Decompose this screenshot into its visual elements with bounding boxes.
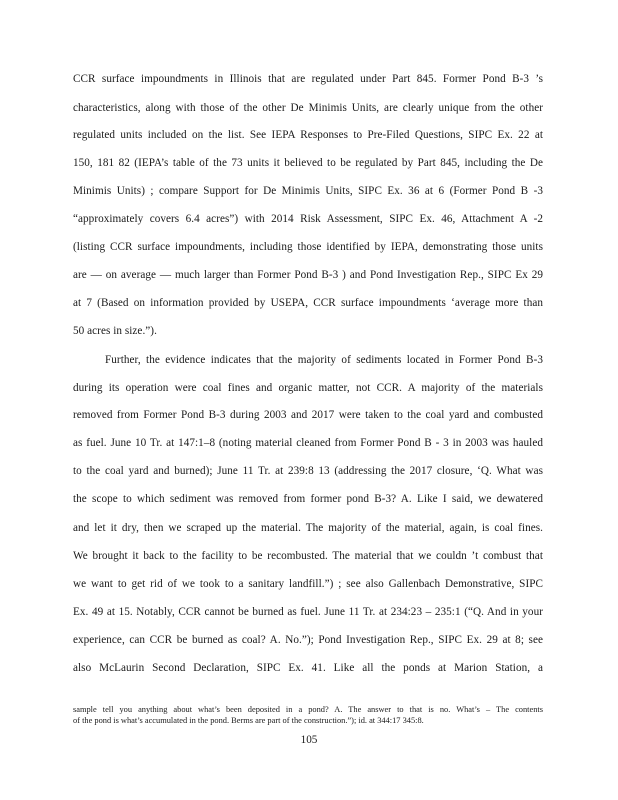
text-line: 50 acres in size.”). xyxy=(73,325,157,337)
page-number: 105 xyxy=(300,734,318,746)
text-line: “approximately covers 6.4 acres”) with 2014 Risk Assessment, SIPC Ex. 46, Attachment A -2 xyxy=(73,213,543,225)
text-line: We brought it back to the facility to be recombusted. The material that we couldn ’t combust that xyxy=(73,550,543,562)
text-line: experience, can CCR be burned as coal? A. No.”); Pond Investigation Rep., SIPC Ex. 29 at 8; see xyxy=(73,634,543,646)
footnote-line: of the pond is what’s accumulated in the pond. Berms are part of the construction.”); id. at 344:17 345:8. xyxy=(73,716,424,725)
text-line: Further, the evidence indicates that the majority of sediments located in Former Pond B-3 xyxy=(105,354,543,366)
text-line: we want to get rid of we took to a sanitary landfill.”) ; see also Gallenbach Demonstrative, SIPC xyxy=(73,578,543,590)
text-line: and let it dry, then we scraped up the material. The majority of the material, again, is coal fines. xyxy=(73,522,543,534)
text-line: during its operation were coal fines and organic matter, not CCR. A majority of the materials xyxy=(73,382,543,394)
text-line: removed from Former Pond B-3 during 2003 and 2017 were taken to the coal yard and combusted xyxy=(73,409,543,421)
footnote-line: sample tell you anything about what’s been deposited in a pond? A. The answer to that is no. What’s – The contents xyxy=(73,705,543,714)
text-line: 150, 181 82 (IEPA’s table of the 73 units it believed to be regulated by Part 845, including the De xyxy=(73,157,543,169)
text-line: the scope to which sediment was removed from former pond B-3? A. Like I said, we dewatered xyxy=(73,493,543,505)
text-line: characteristics, along with those of the other De Minimis Units, are clearly unique from the other xyxy=(73,102,543,114)
text-line: are — on average — much larger than Former Pond B-3 ) and Pond Investigation Rep., SIPC Ex 29 xyxy=(73,269,543,281)
text-line: (listing CCR surface impoundments, including those identified by IEPA, demonstrating those units xyxy=(73,241,543,253)
text-line: also McLaurin Second Declaration, SIPC Ex. 41. Like all the ponds at Marion Station, a xyxy=(73,662,543,674)
text-line: regulated units included on the list. See IEPA Responses to Pre-Filed Questions, SIPC Ex. 22 at xyxy=(73,129,543,141)
text-line: as fuel. June 10 Tr. at 147:1–8 (noting material cleaned from Former Pond B - 3 in 2003 was hauled xyxy=(73,437,543,449)
text-line: to the coal yard and burned); June 11 Tr. at 239:8 13 (addressing the 2017 closure, ‘Q. What was xyxy=(73,465,543,477)
text-line: Ex. 49 at 15. Notably, CCR cannot be burned as fuel. June 11 Tr. at 234:23 – 235:1 (“Q. And in your xyxy=(73,606,543,618)
text-line: CCR surface impoundments in Illinois that are regulated under Part 845. Former Pond B-3 ’s xyxy=(73,73,543,85)
text-line: at 7 (Based on information provided by USEPA, CCR surface impoundments ‘average more than xyxy=(73,297,543,309)
text-line: Minimis Units) ; compare Support for De Minimis Units, SIPC Ex. 36 at 6 (Former Pond B -3 xyxy=(73,185,543,197)
